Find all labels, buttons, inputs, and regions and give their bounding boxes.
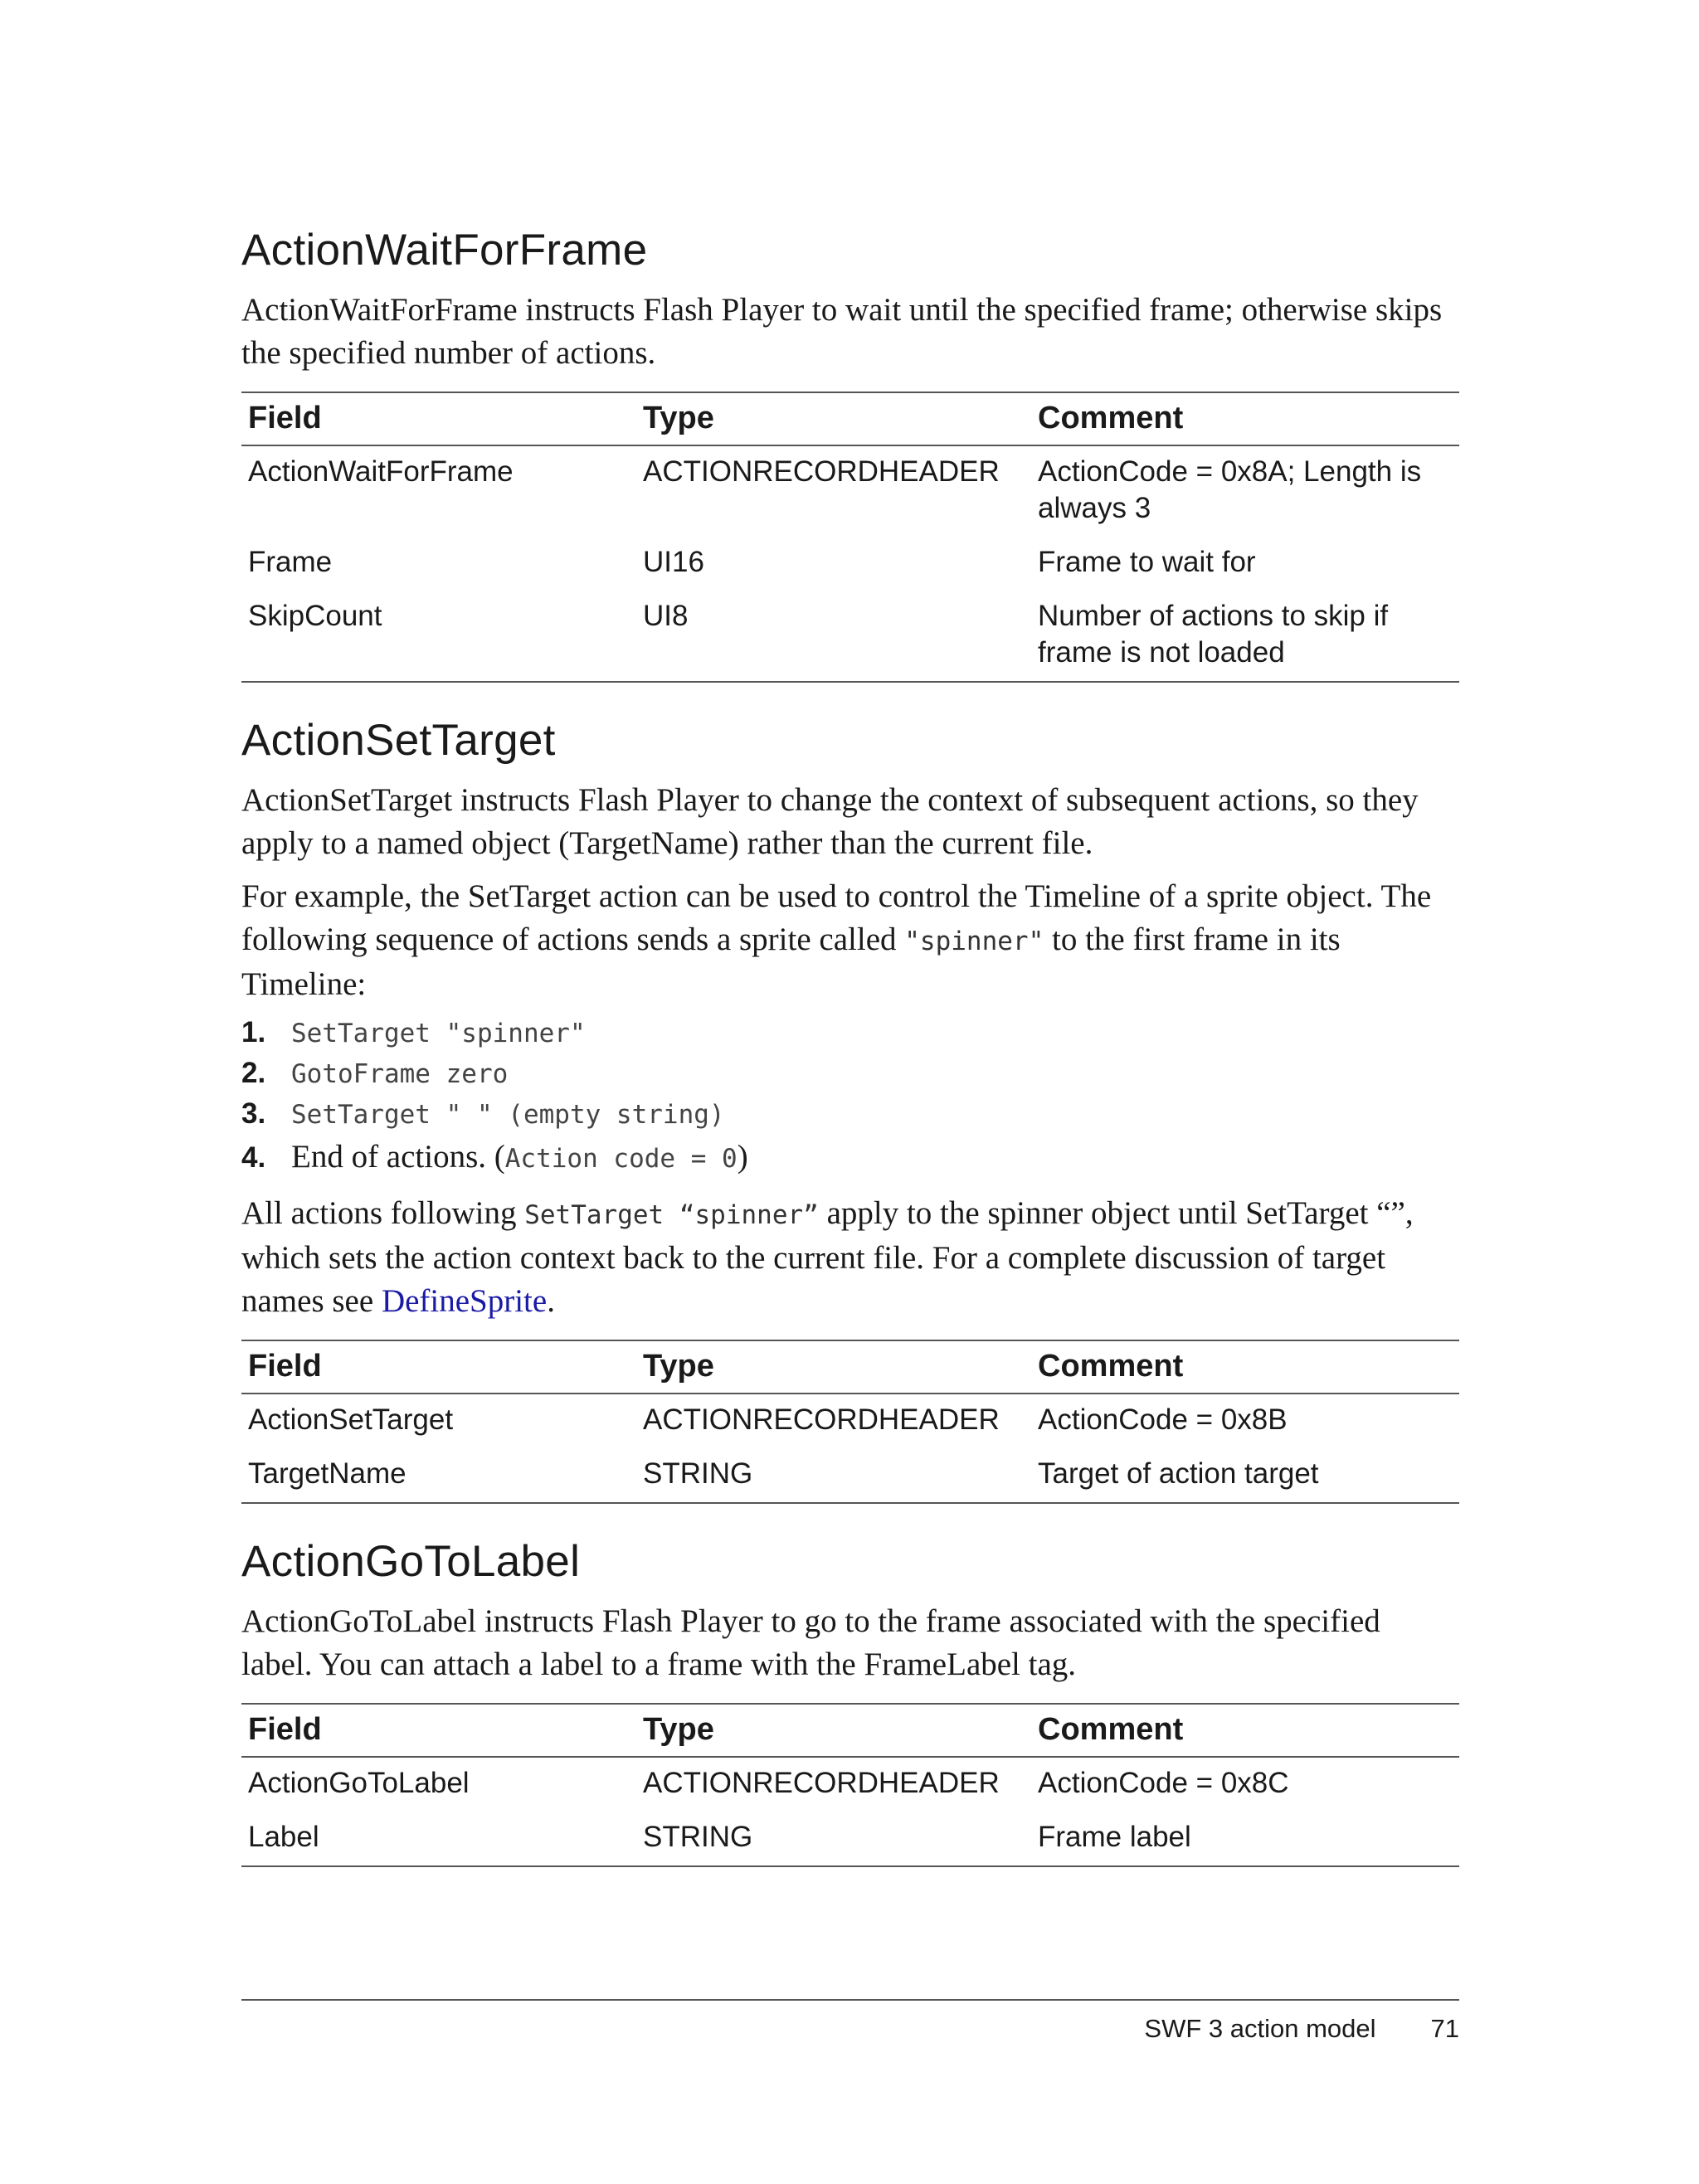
example-text-after: to the first frame in its Timeline:: [241, 922, 1341, 1002]
list-item-text: [291, 1138, 748, 1175]
cell-comment: Target of action target: [1031, 1448, 1459, 1503]
cell-type: STRING: [636, 1448, 1031, 1503]
cell-type: ACTIONRECORDHEADER: [643, 1767, 1000, 1799]
explanation-paragraph: [241, 1192, 1459, 1323]
column-header-comment: Comment: [1031, 392, 1459, 445]
section-action-set-target: [241, 714, 1459, 1504]
cell-comment: ActionCode = 0x8C: [1038, 1767, 1289, 1799]
cell-type: STRING: [636, 1812, 1031, 1866]
field-table: [241, 1703, 1459, 1867]
column-header-comment: Comment: [1031, 1704, 1459, 1757]
explanation-text-before: All actions following: [241, 1195, 525, 1231]
cell-type: ACTIONRECORDHEADER: [643, 455, 1000, 488]
list-item-text-after: ): [737, 1139, 748, 1175]
explanation-text-middle: apply to the spinner object until SetTarget “”, which sets the action context back to the current file. For a complete discussion of target names see: [241, 1195, 1414, 1319]
list-item: [241, 1057, 1459, 1097]
table-header-row: [241, 392, 1459, 445]
list-item-code: Action code = 0: [504, 1144, 738, 1174]
section-title: ActionWaitForFrame: [241, 226, 648, 275]
section-description: ActionSetTarget instructs Flash Player to change the context of subsequent actions, so they apply to a named object (TargetName) rather than the current file.: [241, 782, 1419, 861]
cell-comment: Frame label: [1031, 1812, 1459, 1866]
cell-field: ActionGoToLabel: [248, 1767, 470, 1799]
cell-field: ActionWaitForFrame: [248, 455, 514, 488]
table-row: [241, 1448, 1459, 1503]
example-text-before: For example, the SetTarget action can be used to control the Timeline of a sprite object. The following sequence of actions sends a sprite called: [241, 878, 1432, 957]
field-table: [241, 392, 1459, 683]
column-header-field: Field: [241, 392, 636, 445]
section-title: ActionSetTarget: [241, 716, 556, 765]
field-table: [241, 1340, 1459, 1504]
cell-field: SkipCount: [241, 591, 636, 682]
cell-type: ACTIONRECORDHEADER: [643, 1403, 1000, 1436]
explanation-text-after: .: [547, 1283, 555, 1319]
section-title: ActionGoToLabel: [241, 1537, 581, 1586]
cell-comment: Frame to wait for: [1038, 546, 1256, 578]
cell-field: Label: [241, 1812, 636, 1866]
column-header-type: Type: [636, 1704, 1031, 1757]
table-row: [241, 591, 1459, 682]
column-header-type: Type: [636, 392, 1031, 445]
action-sequence-list: [241, 1016, 1459, 1179]
list-item: [241, 1097, 1459, 1138]
inline-code: SetTarget “spinner”: [524, 1200, 819, 1230]
cell-type: UI16: [643, 546, 704, 578]
cell-field: ActionSetTarget: [248, 1403, 454, 1436]
list-item-number: 2.: [241, 1057, 266, 1089]
table-row: [241, 1394, 1459, 1448]
cell-field: Frame: [248, 546, 333, 578]
column-header-comment: Comment: [1031, 1340, 1459, 1394]
table-row: [241, 1812, 1459, 1866]
example-paragraph: [241, 875, 1459, 1006]
cell-type: UI8: [636, 591, 1031, 682]
section-description: ActionGoToLabel instructs Flash Player to go to the frame associated with the specified label. You can attach a label to a frame with the FrameLabel tag.: [241, 1603, 1380, 1682]
table-row: [241, 537, 1459, 591]
cell-comment: Number of actions to skip if frame is not loaded: [1031, 591, 1459, 682]
list-item: [241, 1138, 1459, 1179]
column-header-field: Field: [241, 1704, 636, 1757]
list-item-code: SetTarget "spinner": [291, 1019, 586, 1048]
table-row: [241, 445, 1459, 537]
cell-comment: ActionCode = 0x8A; Length is always 3: [1038, 455, 1422, 524]
inline-code: "spinner": [904, 927, 1044, 956]
footer-chapter-title: SWF 3 action model: [1144, 2014, 1376, 2043]
list-item-code: GotoFrame zero: [291, 1059, 509, 1089]
list-item-code: SetTarget " " (empty string): [291, 1100, 725, 1130]
list-item-text-before: End of actions. (: [291, 1139, 505, 1175]
list-item-number: 4.: [241, 1141, 266, 1174]
table-header-row: [241, 1340, 1459, 1394]
table-row: [241, 1757, 1459, 1812]
list-item-number: 3.: [241, 1097, 266, 1130]
cell-field: TargetName: [241, 1448, 636, 1503]
table-header-row: [241, 1704, 1459, 1757]
section-description: ActionWaitForFrame instructs Flash Player to wait until the specified frame; otherwise skips the specified number of actions.: [241, 292, 1443, 371]
document-page: [241, 224, 1459, 1899]
section-action-go-to-label: [241, 1535, 1459, 1867]
section-action-wait-for-frame: [241, 224, 1459, 683]
cell-comment: ActionCode = 0x8B: [1038, 1403, 1288, 1436]
page-footer: [241, 1999, 1459, 2044]
list-item-number: 1.: [241, 1016, 266, 1048]
list-item: [241, 1016, 1459, 1057]
column-header-field: Field: [241, 1340, 636, 1394]
column-header-type: Type: [636, 1340, 1031, 1394]
define-sprite-link[interactable]: DefineSprite: [381, 1283, 548, 1319]
page-number: 71: [1430, 2014, 1459, 2043]
